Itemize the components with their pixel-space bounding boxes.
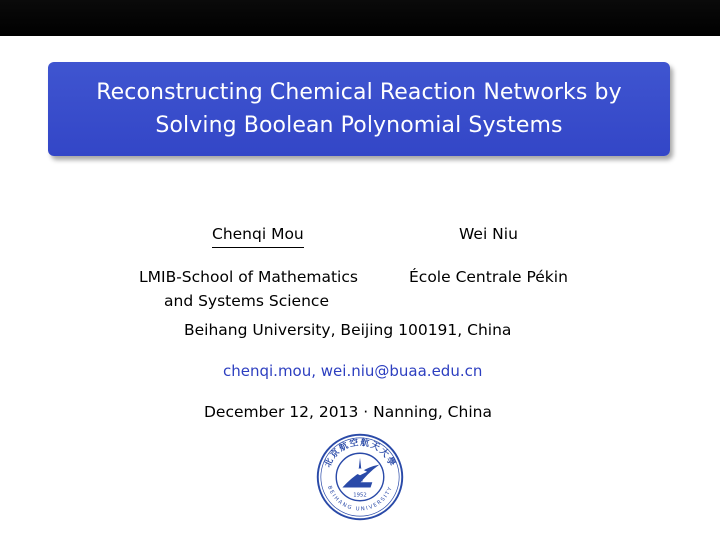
top-header-bar bbox=[0, 0, 720, 36]
seal-emblem-icon bbox=[342, 458, 379, 488]
university-seal-logo bbox=[316, 433, 404, 521]
title-line-1: Reconstructing Chemical Reaction Networks by bbox=[96, 80, 622, 105]
title-line-2: Solving Boolean Polynomial Systems bbox=[155, 113, 563, 138]
affiliation-second: École Centrale Pékin bbox=[409, 268, 568, 286]
date-location: December 12, 2013 · Nanning, China bbox=[204, 403, 492, 421]
university-address: Beihang University, Beijing 100191, China bbox=[184, 321, 512, 339]
email-link[interactable]: chenqi.mou, wei.niu@buaa.edu.cn bbox=[223, 362, 483, 380]
seal-year: 1952 bbox=[353, 492, 367, 499]
affiliation-first-line2: and Systems Science bbox=[164, 292, 329, 310]
seal-bottom-text: BEIHANG UNIVERSITY bbox=[325, 485, 395, 513]
affiliation-first-line1: LMIB-School of Mathematics bbox=[139, 268, 358, 286]
seal-top-text: 北京航空航天大學 bbox=[322, 438, 398, 470]
title-block bbox=[48, 62, 670, 156]
author-presenter: Chenqi Mou bbox=[212, 225, 304, 248]
author-second: Wei Niu bbox=[459, 225, 518, 243]
